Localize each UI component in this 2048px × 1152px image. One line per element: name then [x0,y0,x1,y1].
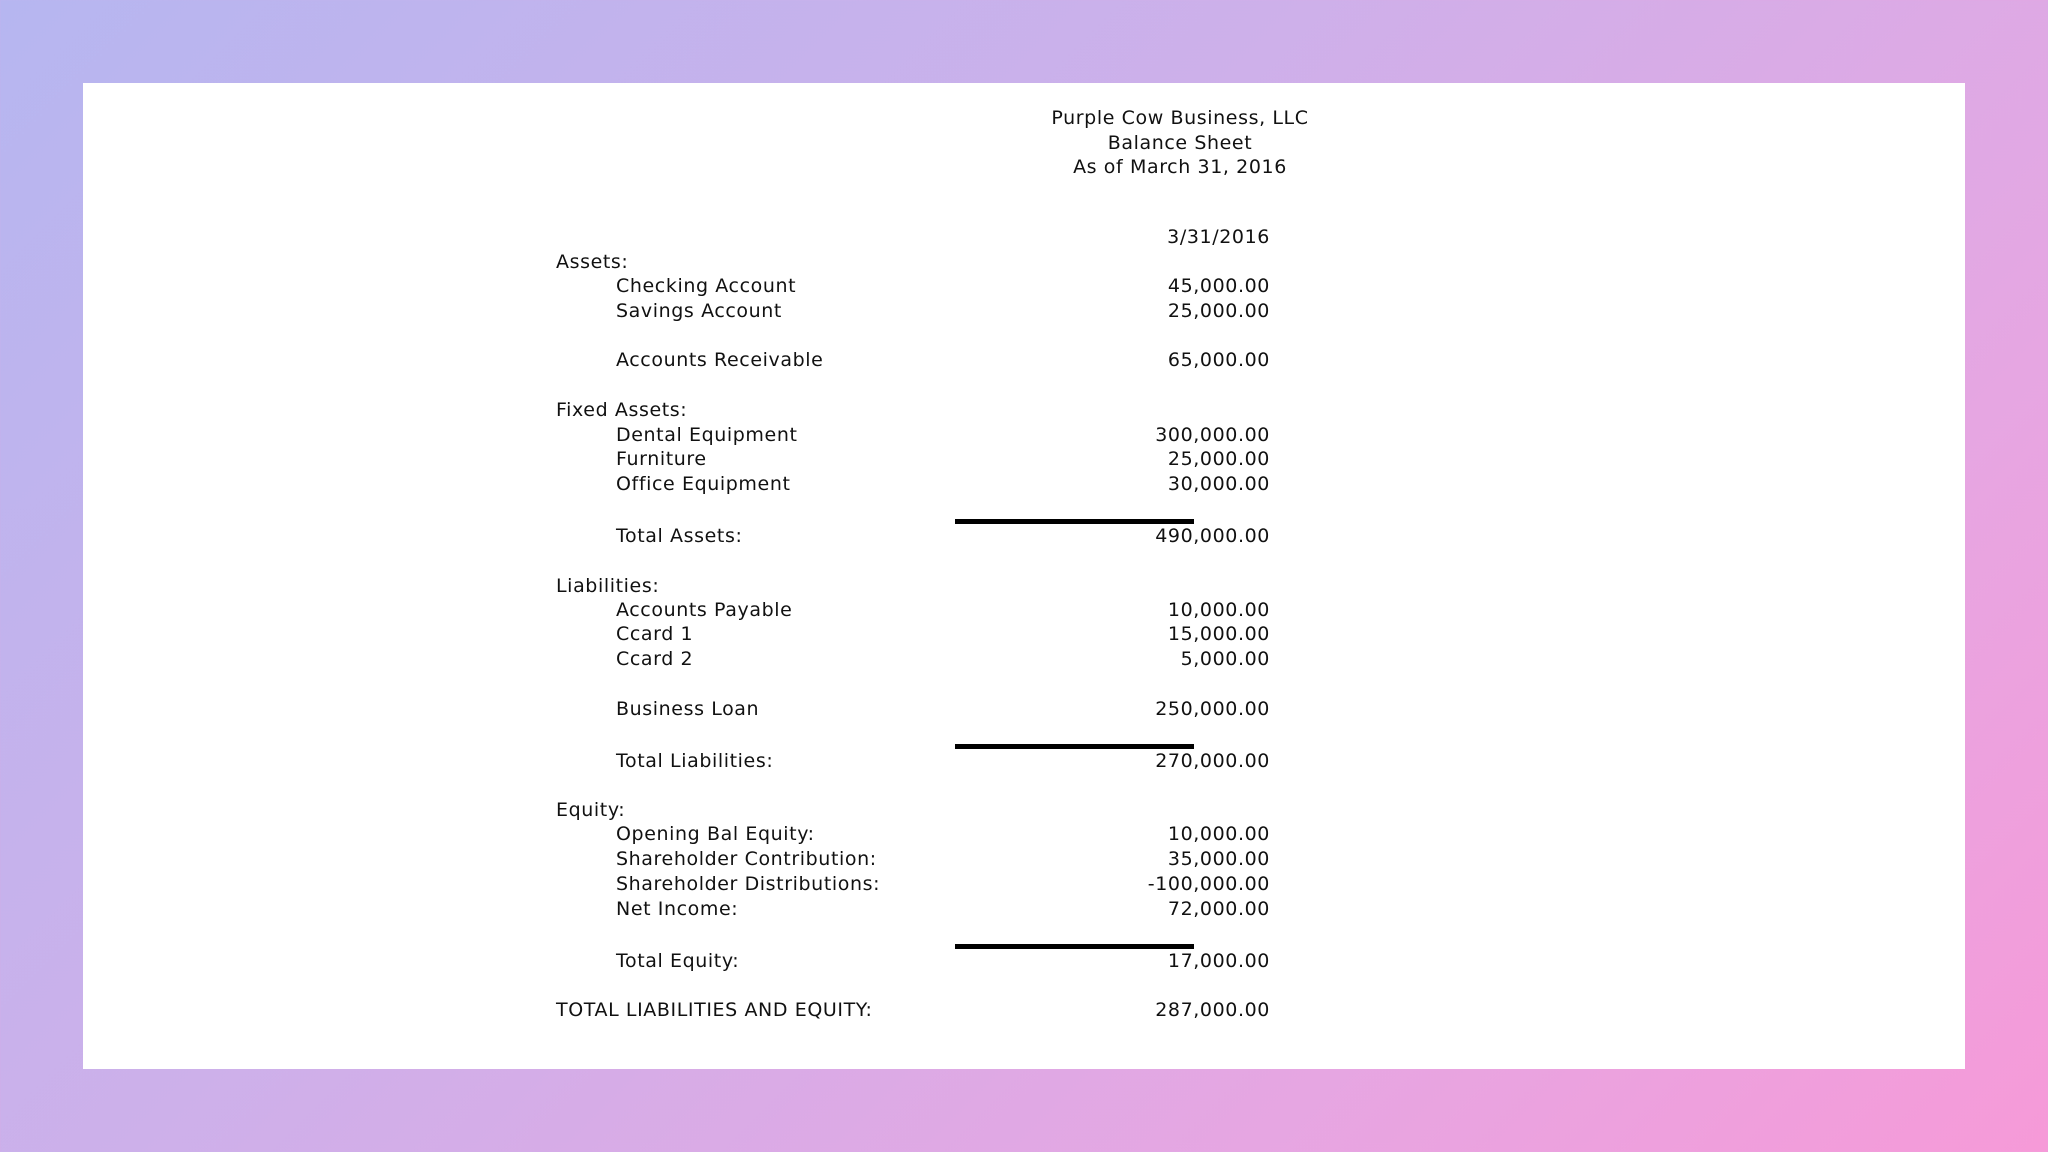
office-equipment-value: 30,000.00 [1167,473,1270,495]
office-equipment-label: Office Equipment [616,473,791,495]
opening-bal-equity-value: 10,000.00 [1167,823,1270,845]
dental-equipment-label: Dental Equipment [616,424,798,446]
company-name: Purple Cow Business, LLC [1051,107,1309,129]
report-date: As of March 31, 2016 [1073,156,1287,178]
savings-account-label: Savings Account [616,300,782,322]
business-loan-label: Business Loan [616,698,760,720]
total-liabilities-value: 270,000.00 [1155,750,1270,772]
accounts-payable-value: 10,000.00 [1167,599,1270,621]
ccard-1-value: 15,000.00 [1167,623,1270,645]
liabilities-heading: Liabilities: [556,575,660,597]
ccard-2-value: 5,000.00 [1180,648,1270,670]
checking-account-value: 45,000.00 [1167,275,1270,297]
total-liabilities-and-equity-value: 287,000.00 [1155,999,1270,1021]
total-equity-value: 17,000.00 [1167,950,1270,972]
ccard-2-label: Ccard 2 [616,648,694,670]
total-assets-rule [955,519,1194,524]
shareholder-distributions-value: -100,000.00 [1147,873,1270,895]
assets-heading: Assets: [556,251,629,273]
total-liabilities-rule [955,744,1194,749]
balance-sheet-page [83,83,1965,1069]
column-date: 3/31/2016 [1167,226,1270,248]
report-title: Balance Sheet [1107,132,1253,154]
dental-equipment-value: 300,000.00 [1155,424,1270,446]
opening-bal-equity-label: Opening Bal Equity: [616,823,815,845]
shareholder-contribution-value: 35,000.00 [1167,848,1270,870]
checking-account-label: Checking Account [616,275,797,297]
total-equity-rule [955,944,1194,949]
shareholder-contribution-label: Shareholder Contribution: [616,848,877,870]
total-liabilities-and-equity-label: TOTAL LIABILITIES AND EQUITY: [556,999,873,1021]
accounts-receivable-value: 65,000.00 [1167,349,1270,371]
total-assets-value: 490,000.00 [1155,525,1270,547]
accounts-payable-label: Accounts Payable [616,599,793,621]
furniture-value: 25,000.00 [1167,448,1270,470]
net-income-value: 72,000.00 [1167,898,1270,920]
equity-heading: Equity: [556,799,626,821]
fixed-assets-heading: Fixed Assets: [556,399,688,421]
accounts-receivable-label: Accounts Receivable [616,349,824,371]
business-loan-value: 250,000.00 [1155,698,1270,720]
shareholder-distributions-label: Shareholder Distributions: [616,873,881,895]
ccard-1-label: Ccard 1 [616,623,694,645]
total-liabilities-label: Total Liabilities: [616,750,774,772]
total-equity-label: Total Equity: [616,950,740,972]
net-income-label: Net Income: [616,898,739,920]
furniture-label: Furniture [616,448,707,470]
total-assets-label: Total Assets: [616,525,743,547]
savings-account-value: 25,000.00 [1167,300,1270,322]
